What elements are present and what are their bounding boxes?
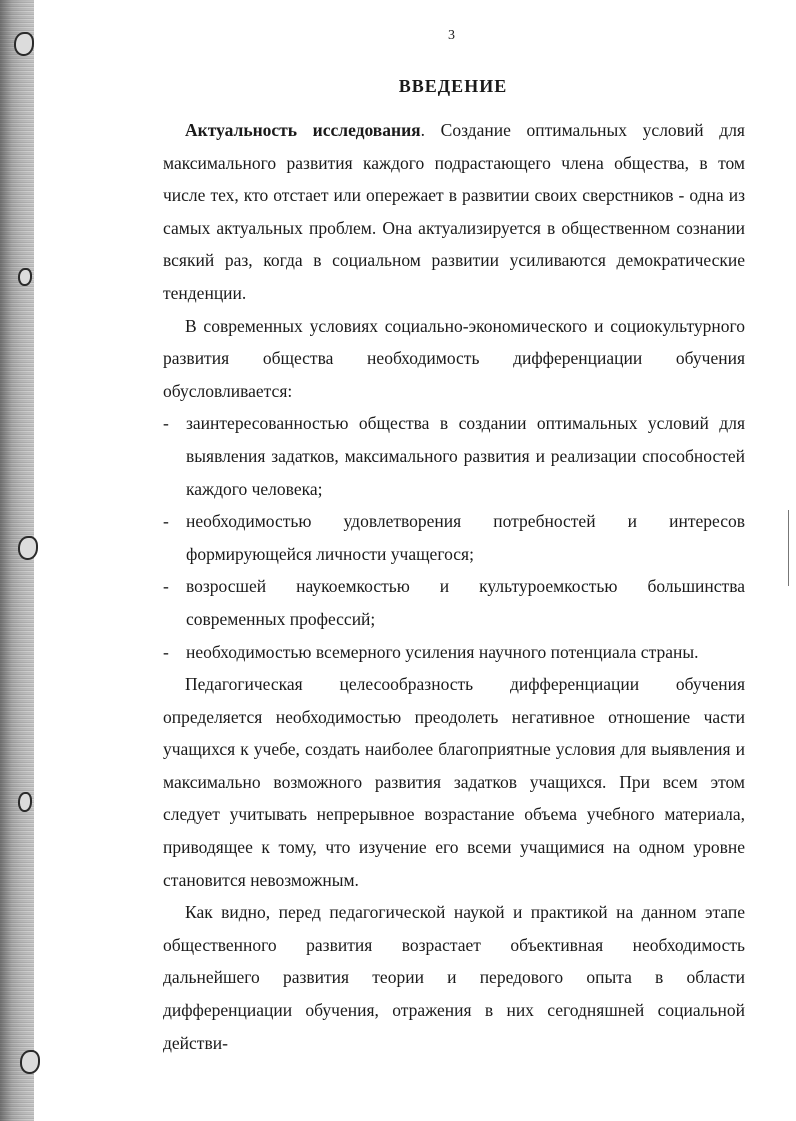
binding-hole-icon — [20, 1050, 40, 1074]
relevance-text: . Создание оптимальных условий для максимального развития каждого подрастающего члена общества, в том числе тех, кто отстает или опережает в развитии своих сверстников - одна из самых актуальных проблем. Она актуализируется в общественном сознании всякий раз, когда в социальном развитии усиливаются демократические тенденции. — [163, 120, 745, 303]
bullet-dash: - — [163, 576, 169, 597]
scan-binding-edge — [0, 0, 34, 1121]
binding-hole-icon — [18, 792, 32, 812]
paragraph-conclusion: Как видно, перед педагогической наукой и практикой на данном этапе общественного развития возрастает объективная необходимость дальнейшего развития теории и передового опыта в области дифференциации обучения, отражения в них сегодняшней социальной действи- — [163, 902, 745, 1053]
relevance-lead: Актуальность исследования — [185, 120, 421, 140]
paragraph-conditions: В современных условиях социально-экономического и социокультурного развития общества необходимость дифференциации обучения обусловливается: — [163, 315, 745, 401]
bullet-dash: - — [163, 413, 169, 434]
list-item-text: необходимостью удовлетворения потребностей и интересов формирующейся личности учащегося; — [186, 511, 745, 564]
binding-hole-icon — [18, 536, 38, 560]
scan-margin-mark — [788, 510, 789, 586]
paragraph-expediency: Педагогическая целесообразность дифференциации обучения определяется необходимостью преодолеть негативное отношение части учащихся к учебе, создать наиболее благоприятные условия для выявления и максимально возможного развития задатков учащихся. При всем этом следует учитывать непрерывное возрастание объема учебного материала, приводящее к тому, что изучение его всеми учащимися на одном уровне становится невозможным. — [163, 674, 745, 890]
document-body — [163, 114, 745, 1059]
list-item-text: возросшей наукоемкостью и культуроемкостью большинства современных профессий; — [186, 576, 745, 629]
list-item-text: необходимостью всемерного усиления научного потенциала страны. — [186, 641, 699, 662]
paragraph-relevance — [163, 114, 745, 310]
binding-hole-icon — [18, 268, 32, 286]
reasons-list — [163, 407, 745, 668]
binding-hole-icon — [14, 32, 34, 56]
list-item — [163, 570, 745, 635]
bullet-dash: - — [163, 511, 169, 532]
page-number: 3 — [448, 28, 455, 43]
list-item — [163, 407, 745, 505]
page-title: ВВЕДЕНИЕ — [398, 76, 508, 96]
list-item-text: заинтересованностью общества в создании оптимальных условий для выявления задатков, максимального развития и реализации способностей каждого человека; — [186, 413, 745, 499]
list-item — [163, 636, 745, 669]
list-item — [163, 505, 745, 570]
bullet-dash: - — [163, 641, 169, 662]
